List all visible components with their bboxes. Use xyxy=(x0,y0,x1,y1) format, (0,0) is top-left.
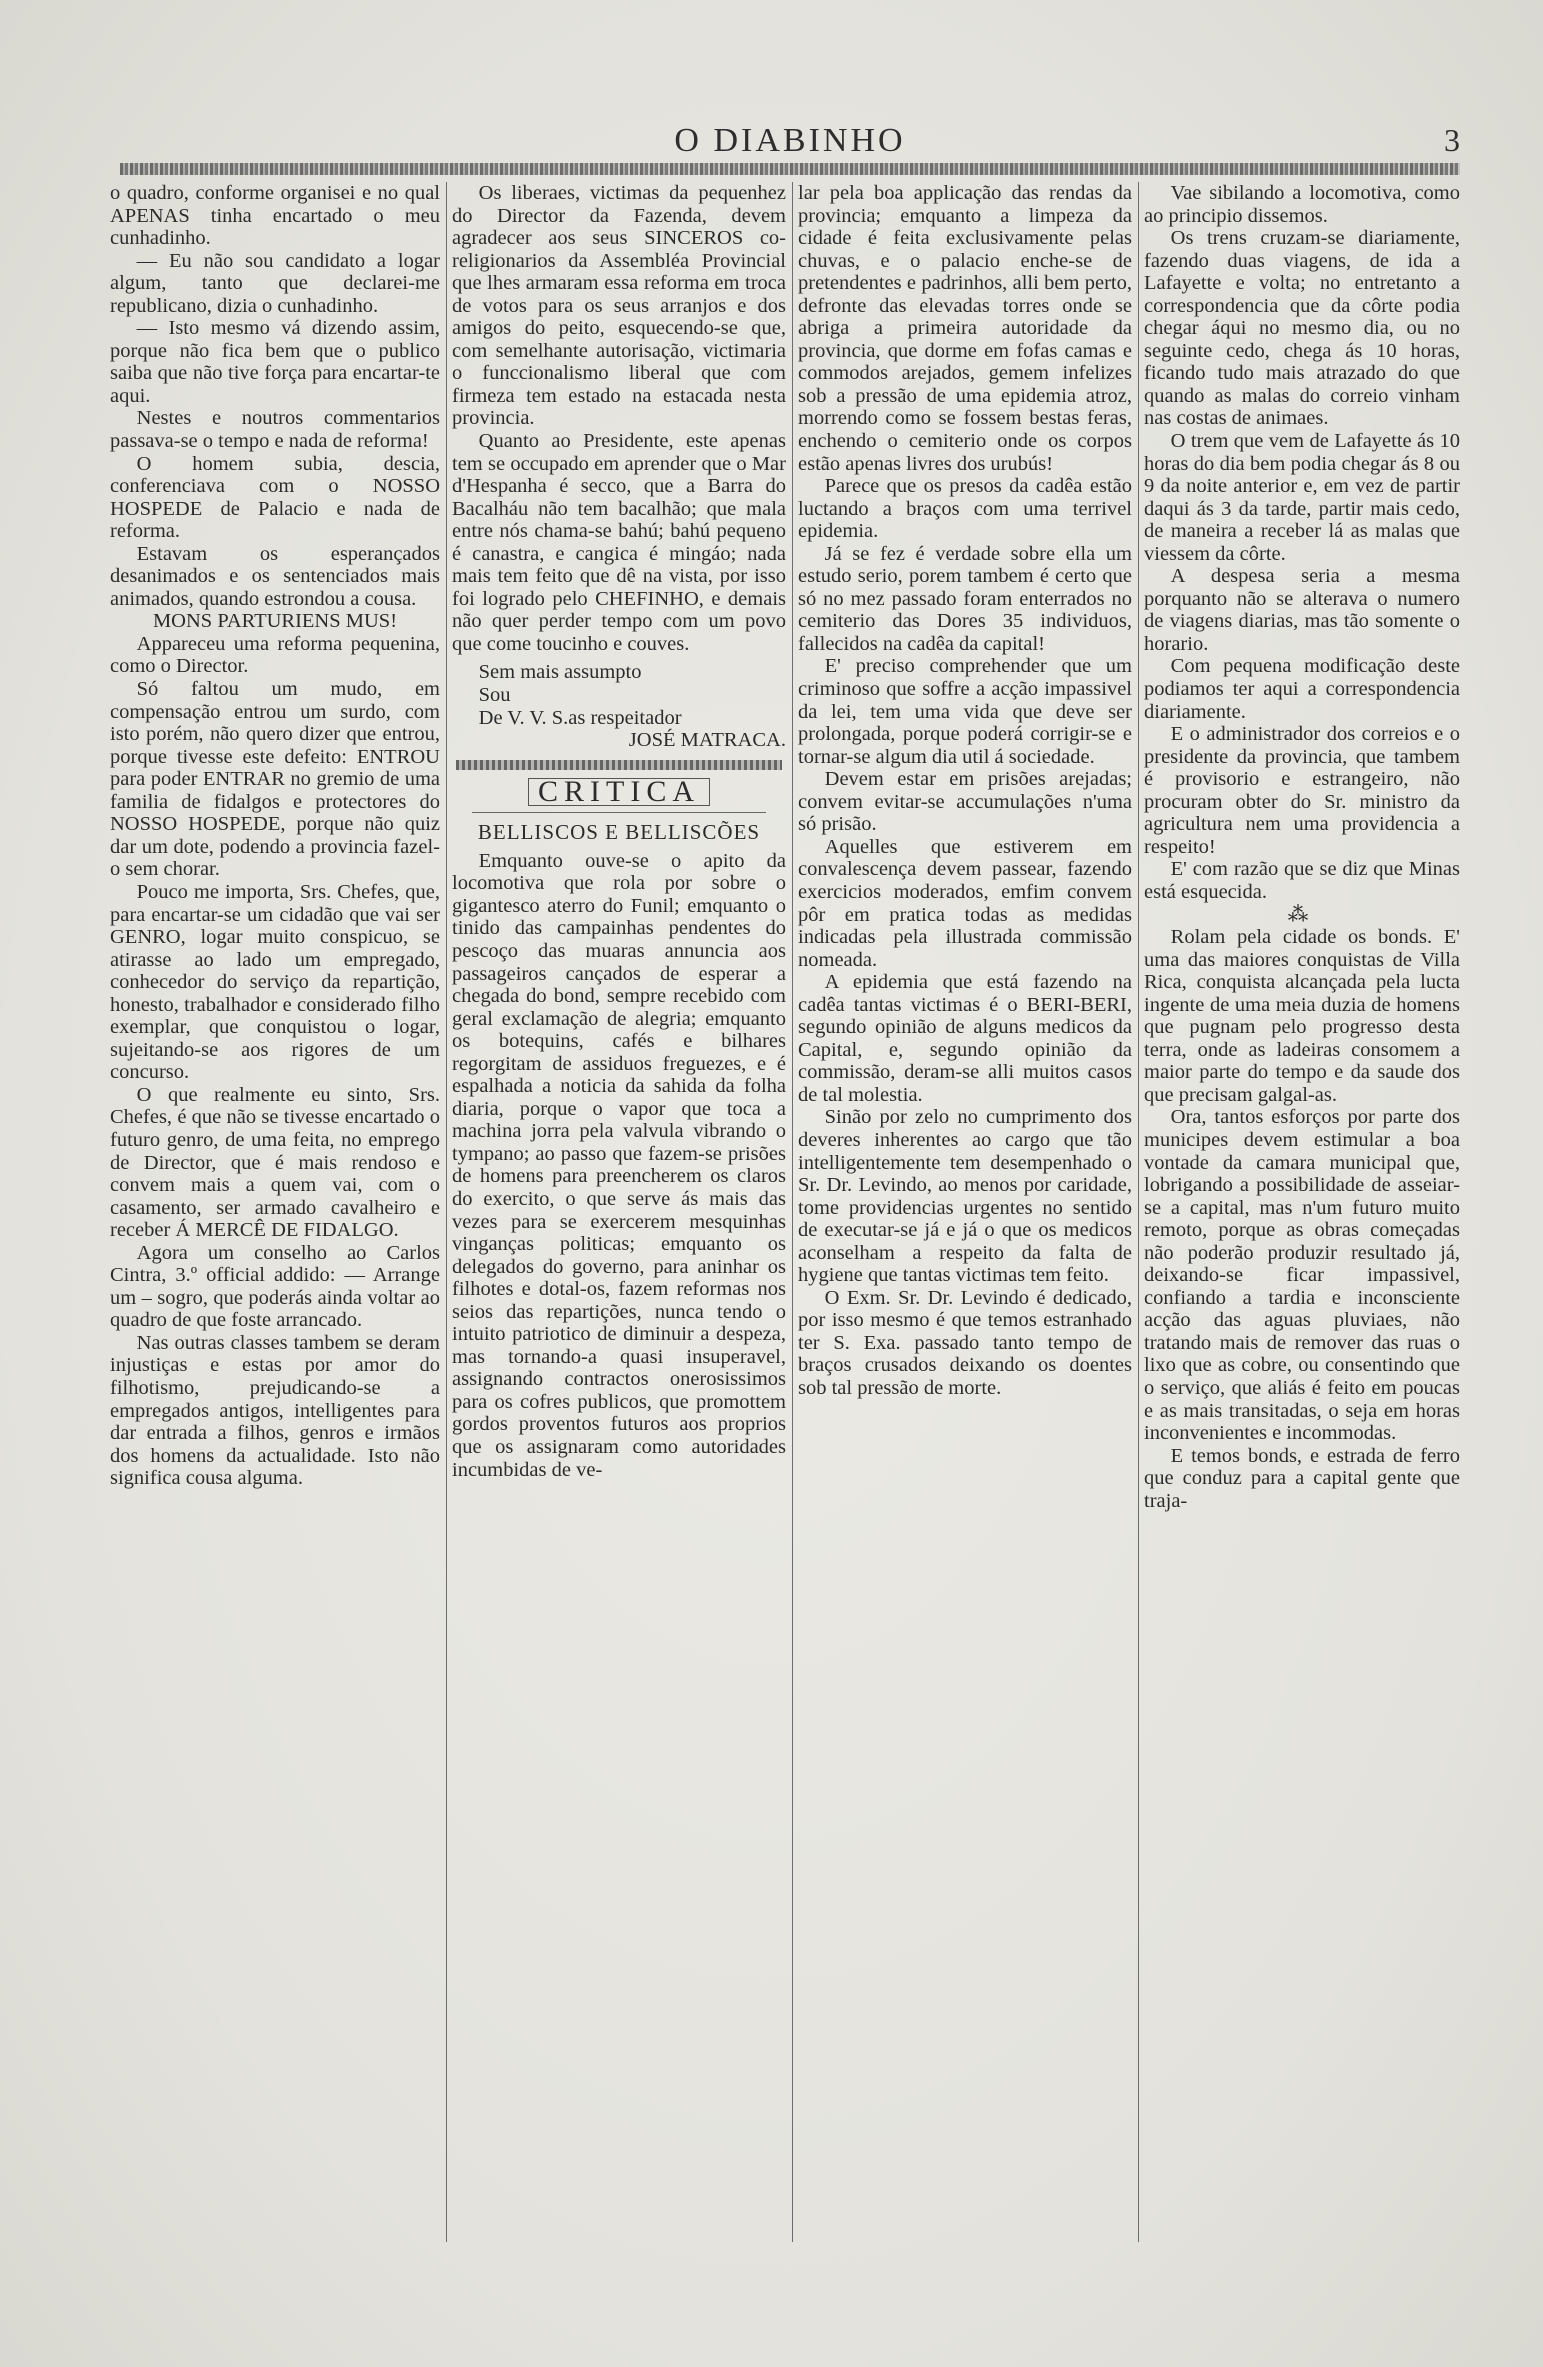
paragraph: — Eu não sou candidato a logar algum, tanto que declarei-me republicano, dizia o cunhadinho. xyxy=(110,249,440,317)
paragraph: E temos bonds, e estrada de ferro que conduz para a capital gente que traja- xyxy=(1144,1444,1460,1512)
letter-signature: JOSÉ MATRACA. xyxy=(628,729,786,752)
asterism-separator: ⁂ xyxy=(1287,903,1317,926)
column-2 xyxy=(452,182,786,2242)
divider xyxy=(472,812,766,813)
column-divider xyxy=(446,182,447,2242)
paragraph: O Exm. Sr. Dr. Levindo é dedicado, por isso mesmo é que temos estranhado ter S. Exa. passado tanto tempo de braços crusados deixando os doentes sob tal pressão de morte. xyxy=(798,1286,1132,1399)
paragraph: Pouco me importa, Srs. Chefes, que, para encartar-se um cidadão que vai ser GENRO, logar muito conspicuo, se atirasse ao lado um empregado, conhecedor do serviço da repartição, honesto, trabalhador e considerado filho exemplar, que conquistou o logar, sujeitando-se aos rigores de um concurso. xyxy=(110,880,440,1084)
masthead xyxy=(120,122,1460,162)
paragraph: Nas outras classes tambem se deram injustiças e estas por amor do filhotismo, prejudicando-se a empregados antigos, intelligentes para dar entrada a filhos, genros e irmãos dos homens da actualidade. Isto não significa cousa alguma. xyxy=(110,1331,440,1490)
paragraph: A epidemia que está fazendo na cadêa tantas victimas é o BERI-BERI, segundo opinião de alguns medicos da Capital, e, segundo opinião da commissão, deram-se alli muitos casos de tal molestia. xyxy=(798,971,1132,1106)
paragraph: Estavam os esperançados desanimados e os sentenciados mais animados, quando estrondou a cousa. xyxy=(110,542,440,610)
column-divider xyxy=(1138,182,1139,2242)
paragraph: Sinão por zelo no cumprimento dos deveres inherentes ao cargo que tão intelligentemente tem desempenhado o Sr. Dr. Levindo, ao menos por caridade, tome providencias urgentes no sentido de executar-se já e já o que os medicos aconselham a respeito da falta de hygiene que tantas victimas tem feito. xyxy=(798,1106,1132,1287)
latin-quote: MONS PARTURIENS MUS! xyxy=(152,610,398,633)
paragraph: Rolam pela cidade os bonds. E' uma das maiores conquistas de Villa Rica, conquista alcançada pela lucta ingente de uma meia duzia de homens que pugnam pelo progresso desta terra, onde as ladeiras consomem a maior parte do tempo e da saude dos que precisam galgal-as. xyxy=(1144,926,1460,1106)
paragraph: Vae sibilando a locomotiva, como ao principio dissemos. xyxy=(1144,182,1460,227)
paragraph: Os trens cruzam-se diariamente, fazendo duas viagens, de ida a Lafayette e volta; no entretanto a correspondencia que da côrte podia chegar áqui no mesmo dia, ou no seguinte cedo, chega ás 10 horas, ficando tudo mais atrazado do que quando as malas do correio vinham nas costas de animaes. xyxy=(1144,227,1460,430)
paragraph: Já se fez é verdade sobre ella um estudo serio, porem tambem é certo que só no mez passado foram enterrados no cemiterio das Dores 35 individuos, fallecidos na cadêa da capital! xyxy=(798,542,1132,655)
paragraph: E o administrador dos correios e o presidente da provincia, que tambem é provisorio e estrangeiro, não procuram obter do Sr. ministro da agricultura nem uma providencia a respeito! xyxy=(1144,723,1460,858)
paragraph: Agora um conselho ao Carlos Cintra, 3.º official addido: — Arrange um – sogro, que poderás ainda voltar ao quadro de que foste arrancado. xyxy=(110,1241,440,1332)
paragraph: lar pela boa applicação das rendas da provincia; emquanto a limpeza da cidade é feita exclusivamente pelas chuvas, e o palacio enche-se de pretendentes e padrinhos, alli bem perto, defronte das elevadas torres onde se abriga a primeira autoridade da provincia, que dorme em fofas camas e commodos arejados, gemem infelizes sob a pressão de uma epidemia atroz, morrendo como se fossem bestas feras, enchendo o cemiterio onde os corpos estão apenas livres dos urubús! xyxy=(798,182,1132,475)
section-subtitle: BELLISCOS E BELLISCÕES xyxy=(477,820,761,845)
newspaper-title: O DIABINHO xyxy=(674,122,906,159)
paragraph: Quanto ao Presidente, este apenas tem se occupado em aprender que o Mar d'Hespanha é secco, que a Barra do Bacalháu não tem bacalhão; que mala entre nós chama-se bahú; bahú pequeno é canastra, e cangica é mingáo; nada mais tem feito que dê na vista, por isso foi logrado pelo CHEFINHO, e demais não quer perder tempo com um povo que come toucinho e couves. xyxy=(452,430,786,655)
paragraph: Emquanto ouve-se o apito da locomotiva que rola por sobre o gigantesco aterro do Funil; emquanto o tinido das campainhas pendentes do pescoço das muaras annuncia aos passageiros cançados de esperar a chegada do bond, sempre recebido com geral exclamação de alegria; emquanto os botequins, cafés e bilhares regorgitam de assiduos freguezes, e é espalhada a noticia da sahida da folha diaria, porque o vapor que toca a machina jorra pela valvula vibrando o tympano; ao passo que fazem-se prisões de homens para preencherem os claros do exercito, o que serve ás mais das vezes para se exercerem mesquinhas vinganças politicas; emquanto os delegados do governo, para aninhar os filhotes e dotal-os, fazem reformas nos seios das repartições, nunca tendo o intuito patriotico de diminuir a despeza, mas tornando-a quasi insuperavel, assignando contractos onerosissimos para os cofres publicos, que promottem gordos proventos futuros aos proprios que os assignaram como autoridades incumbidas de ve- xyxy=(452,849,786,1481)
paragraph: Só faltou um mudo, em compensação entrou um surdo, com isto porém, não quero dizer que entrou, porque tivesse este defeito: ENTROU para poder ENTRAR no gremio de uma familia de fidalgos e protectores do NOSSO HOSPEDE, porque não quiz dar um dote, podendo a provincia fazel-o sem chorar. xyxy=(110,678,440,881)
paragraph: o quadro, conforme organisei e no qual APENAS tinha encartado o meu cunhadinho. xyxy=(110,182,440,250)
header-ornamental-rule xyxy=(120,163,1460,175)
paragraph: A despesa seria a mesma porquanto não se alterava o numero de viagens diarias, mas tão somente o horario. xyxy=(1144,565,1460,655)
column-1 xyxy=(110,182,440,2242)
paragraph: E' com razão que se diz que Minas está esquecida. xyxy=(1144,858,1460,903)
paragraph: Com pequena modificação deste podiamos ter aqui a correspondencia diariamente. xyxy=(1144,655,1460,723)
closing-line: Sem mais assumpto xyxy=(478,661,642,684)
article-columns xyxy=(110,182,1460,2242)
paragraph: Aquelles que estiverem em convalescença devem passear, fazendo exercicios moderados, emfim convem pôr em pratica todas as medidas indicadas pela illustrada commissão nomeada. xyxy=(798,835,1132,971)
column-4 xyxy=(1144,182,1460,2242)
paragraph: Os liberaes, victimas da pequenhez do Director da Fazenda, devem agradecer aos seus SINCEROS co-religionarios da Assembléa Provincial que lhes armaram essa reforma em troca de votos para os seus arranjos e dos amigos do peito, esquecendo-se que, com semelhante autorisação, victimaria o funccionalismo liberal que com firmeza tem estado na estacada nesta provincia. xyxy=(452,182,786,430)
paragraph: O que realmente eu sinto, Srs. Chefes, é que não se tivesse encartado o futuro genro, de uma feita, no emprego de Director, que é mais rendoso e convem mais a quem vai, com o casamento, ser armado cavalheiro e receber Á MERCÊ DE FIDALGO. xyxy=(110,1083,440,1242)
paragraph: Devem estar em prisões arejadas; convem evitar-se accumulações n'uma só prisão. xyxy=(798,768,1132,836)
paragraph: Appareceu uma reforma pequenina, como o Director. xyxy=(110,632,440,678)
paragraph: O trem que vem de Lafayette ás 10 horas do dia bem podia chegar ás 8 ou 9 da noite anterior e, em vez de partir daqui ás 3 da tarde, partir mais cedo, de maneira a receber lá as malas que viessem da côrte. xyxy=(1144,430,1460,565)
paragraph: E' preciso comprehender que um criminoso que soffre a acção impassivel da lei, tem uma vida que deve ser prolongada, porque poderá corrigir-se e tornar-se algum dia util á sociedade. xyxy=(798,655,1132,768)
column-3 xyxy=(798,182,1132,2242)
closing-line: Sou xyxy=(478,684,511,707)
paragraph: O homem subia, descia, conferenciava com o NOSSO HOSPEDE de Palacio e nada de reforma. xyxy=(110,452,440,543)
paragraph: Ora, tantos esforços por parte dos municipes devem estimular a boa vontade da camara municipal que, lobrigando a possibilidade de asseiar-se a capital, mas n'um futuro muito remoto, porque as obras começadas não poderão produzir resultado já, deixando-se ficar impassivel, confiando a tardia e inconsciente acção das aguas pluviaes, não tratando mais de remover das ruas o lixo que as cobre, ou consentindo que o serviço, que aliás é feito em poucas e as mais transitadas, o seja em horas inconvenientes e incommodas. xyxy=(1144,1106,1460,1445)
ornamental-rule xyxy=(456,760,782,770)
paragraph: Nestes e noutros commentarios passava-se o tempo e nada de reforma! xyxy=(110,407,440,453)
section-title: CRITICA xyxy=(528,778,710,807)
paragraph: — Isto mesmo vá dizendo assim, porque não fica bem que o publico saiba que não tive força para encartar-te aqui. xyxy=(110,317,440,407)
letter-signoff: De V. V. S.as respeitador xyxy=(478,706,682,729)
column-divider xyxy=(792,182,793,2242)
page-number: 3 xyxy=(1444,122,1460,158)
paragraph: Parece que os presos da cadêa estão luctando a braços com uma terrivel epidemia. xyxy=(798,475,1132,543)
